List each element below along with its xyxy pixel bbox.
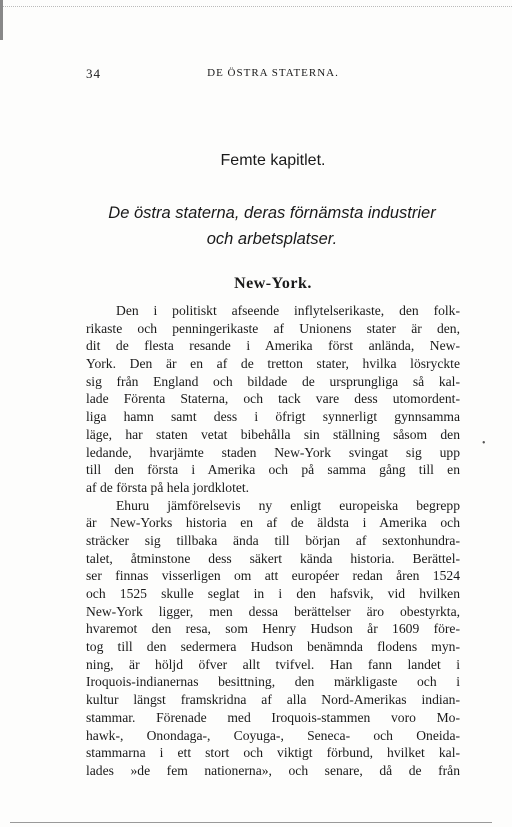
- text-line: läge, har staten vetat bibehålla sin ställning såsom den: [86, 426, 460, 442]
- text-line: ning, är höljd öfver allt tvifvel. Han fann landet i: [86, 656, 460, 672]
- text-line: kultur längst framskridna af alla Nord-Amerikas indian-: [86, 692, 460, 708]
- page-left-edge: [0, 0, 3, 40]
- text-line: af de första på hela jordklotet.: [86, 479, 250, 495]
- text-line: lade Förenta Staterna, och tack vare dess utomordent-: [86, 391, 460, 407]
- section-title: New-York.: [234, 275, 312, 292]
- text-line: talet, åtminstone dess säkert kända historia. Berättel-: [86, 550, 460, 566]
- text-line: stammarna i ett stort och viktigt förbund, hvilket kal-: [86, 745, 460, 761]
- text-line: sig från England och bildade de ursprungliga så kal-: [86, 373, 460, 389]
- text-line: och 1525 skulle seglat in i den hafsvik, vid hvilken: [86, 586, 460, 601]
- text-line: liga hamn samt dess i öfrigt synnerligt gynnsamma: [86, 409, 460, 425]
- text-line: Iroquois-indianernas besittning, den märkligaste och i: [86, 674, 460, 690]
- page-bottom-edge: [10, 822, 492, 823]
- text-line: dit de flesta resande i Amerika först anlända, New-: [86, 338, 460, 354]
- text-line: New-York ligger, men dessa berättelser äro obestyrkta,: [86, 603, 460, 619]
- text-line: Ehuru jämförelsevis ny enligt europeiska begrepp: [116, 497, 460, 513]
- margin-mark: •: [482, 438, 486, 449]
- text-line: ledande, hvarjämte staden New-York svingat sig upp: [86, 444, 460, 460]
- text-line: York. Den är en af de tretton stater, hvilka lösryckte: [86, 356, 460, 372]
- chapter-subtitle-line-2: och arbetsplatser.: [206, 230, 338, 248]
- text-line: rikaste och penningerikaste af Unionens stater är den,: [86, 320, 460, 336]
- paragraph-2: [86, 497, 460, 780]
- chapter-subtitle: [70, 200, 474, 252]
- text-line: ser finnas visserligen om att européer redan åren 1524: [86, 568, 460, 584]
- chapter-title: Femte kapitlet.: [220, 152, 326, 169]
- text-line: hawk-, Onondaga-, Coyuga-, Seneca- och Oneida-: [86, 727, 460, 743]
- chapter-subtitle-line-1: De östra staterna, deras förnämsta industrier: [108, 204, 436, 222]
- page-header: [86, 66, 460, 82]
- text-line: lades »de fem nationerna», och senare, då de från: [86, 762, 460, 778]
- page-number: 34: [86, 66, 101, 81]
- body-text: [86, 302, 460, 780]
- text-line: stammar. Förenade med Iroquois-stammen voro Mo-: [86, 709, 460, 725]
- text-line: till den första i Amerika och på samma gång till en: [86, 462, 460, 478]
- text-line: är New-Yorks historia en af de äldsta i Amerika och: [86, 515, 460, 531]
- text-line: hvaremot den resa, som Henry Hudson år 1609 före-: [86, 621, 460, 637]
- text-line: sträcker sig tillbaka ända till början af sextonhundra-: [86, 532, 460, 548]
- running-head: DE ÖSTRA STATERNA.: [207, 67, 339, 79]
- paragraph-1: [86, 302, 460, 497]
- text-line: Den i politiskt afseende inflytelserikaste, den folk-: [116, 303, 460, 318]
- text-line: tog till den sedermera Hudson benämnda flodens myn-: [86, 639, 460, 655]
- page-top-edge: [0, 0, 512, 7]
